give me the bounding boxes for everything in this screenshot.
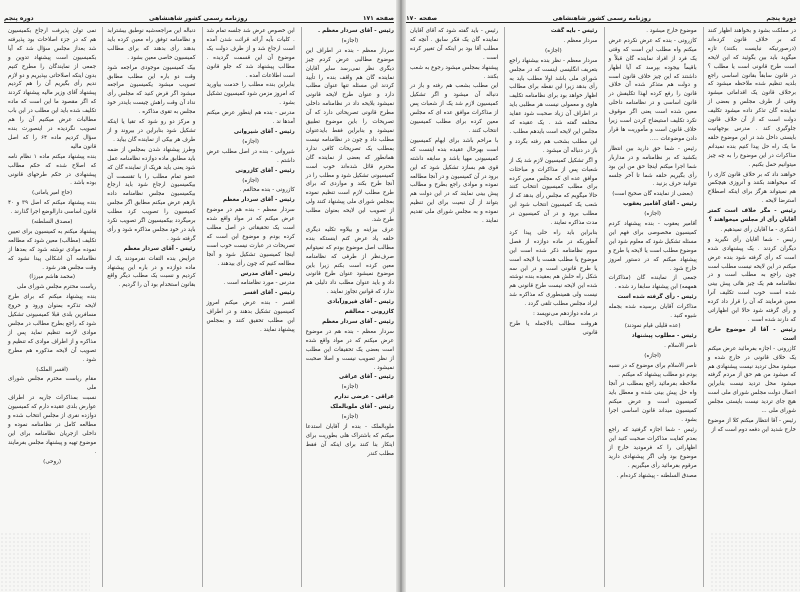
paragraph: سردار معظم - بنده هم در موضوع عرض میکنم که در مواد واقع شده است بعضی یک تحقیقات این مطلب از نظر تصویب نیست و اصلا صحبت نمیشود .: [305, 328, 394, 371]
speaker-line: رئیس - آقای عراقی: [338, 374, 394, 381]
centered-note: (روحی): [43, 458, 62, 465]
paragraph: بنابراین بنده مطلب را خدمت بیاورید که امروز مزمن شود کمیسیون تشکیل بشود .: [206, 82, 295, 107]
right-page-number: صفحه ۱۷۰: [406, 15, 438, 22]
scan-noise: [0, 532, 90, 592]
paragraph: بنده پیشنهاد میکنم که برای طرح لایحه تذکره بمنوان ورود و خروج مسافرین بلدی قبلا کمیسیونی تشکیل شود که راجع بطرح مطالب در مجلس موادی لازمه تنظیم نماید پس از مذاکره و از اطراف موادی که تنظیم و تصویب آن لایحه مذکوره هم مطرح شود .: [8, 294, 97, 363]
left-session-label: دوره پنجم: [4, 15, 34, 22]
speaker-line: رئیس - بایه گفت: [550, 28, 598, 34]
paragraph: ناصر الاسلام .: [664, 342, 697, 349]
paragraph: این مطلب بشحب هم رفته بگردد و باز در دنباله آن میشود .: [509, 138, 598, 154]
paragraph: کازرونی - بنده مخالفم .: [239, 187, 295, 194]
right-page: [400, 0, 800, 592]
centered-note: (مصدق السلطنه): [31, 219, 73, 226]
speaker-line: رئیس - آقای سردار معظم: [222, 197, 295, 204]
paragraph: بنده پیشنهاد میکنم که اصل ۳۹ و ۴۰ قانون اساسی دارالوضع اجرا گذارند .: [8, 200, 97, 216]
right-column-3: [504, 27, 597, 587]
speaker-line: رئیس - آقا از موضوع خارج است: [707, 326, 796, 342]
speaker-line: رئیس - آقای آقامیر یعقوب: [623, 201, 697, 208]
left-column-2: [202, 27, 295, 587]
paragraph: بیک کمیسیون موجودی مراجعه شود وقت دو باره این مطلب مطابق تصویب میشود یکمیسیون مراجعه میشود اگر فرض کنید که مجلس رأی نداد آن وقت راهش چیست بایددر خود مجلس به تقوی مذاکره .: [107, 64, 196, 116]
left-page-number: صفحه ۱۷۱: [362, 15, 394, 22]
paragraph: در ماده دوازدهم می‌نویسد :: [532, 311, 598, 318]
left-column-4: [4, 27, 96, 587]
speaker-line: کازرونی - مخالفم: [344, 309, 394, 316]
centered-note: (محمد هاشم میرزا): [29, 274, 76, 281]
right-columns: [406, 27, 796, 587]
speaker-line: رئیس - آقای فیروزآبادی: [327, 299, 394, 306]
paragraph: نسبت بمذاکرات جاریه در اطراف عوارض بلدی عقیده دارم که کمیسیون دوازده نفری از مجلس انتخاب شده و مطالعه کامل در نظامنامه نموده و داخلی ازجریان نظامنامه برای این موضوع تهیه و پیشنهاد مجلس بفرمایند .: [8, 395, 97, 455]
paragraph: افسر - بنده عرض میکنم امروز کمیسیون تشکیل بدهند و در اطراف این مطلب تحقیق کنند و بمجلس پیشنهاد نمایند .: [206, 300, 295, 333]
paragraph: کازرونی - اجازه بفرمائید عرض میکنم یک خلاف قانونی در خارج شده و میشود محل تردید نیست پیشنهادی هم که میشود من هم حق از مردم گرفته میشود محل تردید نیست بنابراین اعمال دولت مجلس شورای ملی است هیچ جای تردید نیست بایستی مجلس شورای ملی ...: [707, 345, 796, 415]
paragraph: نمی توان پذیرفت ارجاع بکمیسیون هم که در جزء اصلاحات بود پذیرفته شد بعداز مجلس سؤال شد که آیا بکمیسیون است پیشنهاد تدوین و جمعی از نمایندگان را مطرح کنیم بدون اینکه اصلاحاتی بپذیریم و دو لازم ندیم رأی بگیریم آن را هم کردیم پیشنهاد آقای وزیر مالیه پیشنهاد کردند که اگر مقصود ما این است که ماده تکلیف شده باید این مطلب در این باب مطالبات عرض میکنیم آن را هم تصویب نگردیده در اینصورت بنده سؤال کردیم ماده ۶۴ را که اصل قانون مالیه: [8, 28, 97, 150]
paragraph: وطرز پیشنهاد شدن بمجلس از ضمه باید مطابق ماده دوازده نظامنامه عمل شود یعنی باید هریک از نماینده گان که عضو تمام مطلب را با تقسمت آن بیکمیسیون ارجاع شود باید ارجاع بیکمیسیون مجلس نظامنامه داده بازهم عرض میکنم مطابق اگر مجلس کمیسیون را تصویب کرد مطلب برمیگردد بیکمیسیون اگر تصویب نکرد باید در خود مجلس مذاکره شود و رأی گرفته شود .: [107, 146, 196, 242]
right-publication-title: روزنامه رسمی کشور شاهنشاهی: [552, 15, 651, 22]
paragraph: ملاحظه بفرمائید راجع بمطلب در آنجا واه حل پیش بینی شده و معطل باید کمیسیون است و عرض میکنم کمیسیون میداند قانون اساسی اجرا بشود .: [608, 381, 697, 424]
speaker-line: رئیس - آقای سردار معظم: [123, 245, 196, 252]
paragraph: سردار معظم - نظر بنده بیشنهاد راجع بتعریف انگلیسی اینست که در مجلس شورای ملی باشد اولا مطلب باید به رأی بدهد زیرا این نقطه برای مطالب اظهار خواهد بود برای نظامنامه تکلیف هاوی و معمولی نیست هر مطلبی باید در اطراف آن زیاد صحبت شود عقاید مختلفه گفته شد . یک عقیده که مجلس این لایحه است بایدهم مطلب .: [509, 57, 598, 135]
paragraph: مذاکرات آقایان برسیده شده بجمله شیوه کنید .: [608, 304, 697, 320]
paragraph: این مطلب بشعب هم رفته و باز در دنباله آن میشود و اگر تشکیل کمیسیون لازم شد یک از شعبات پس از مذاکرات موافق عده ای که مجلس معین کرده برای مطلب کمیسیون انتخاب کنند .: [410, 83, 499, 134]
speaker-line: رئیس - مگر خلاف است کمتر آقایان رأی از مجلس میخواهند ؟: [707, 208, 796, 224]
centered-note: (اجازه): [341, 384, 359, 391]
paragraph: ریاست محترم مجلس شورای ملی: [16, 284, 97, 291]
paragraph: بنابراین باید راه حلی پیدا کرد آنطوریکه در ماده دوازده از فصل سوم نظامنامه ذکر شده است این موضوع یا مطلب هست یا لایحه است یا طرح قانونی است و در این سه شکل راه حلش هم بعقیده بنده نوشته شده این لایحه نیست طرح قانونی هم نیست ولی همینطوری که مذاکره شد ایراد مجلس مطلب تلقی گردد .: [509, 229, 598, 308]
centered-note: (اجازه): [341, 37, 359, 44]
paragraph: سردار معظم .: [563, 37, 598, 44]
paragraph: آقامیر یعقوب - بنده پیشنهاد کردم کمیسیون مخصوصی برای فهم این مسئله تشکیل شود که معلوم شود این موضوع مطلب است یا لایحه یا طرح و پیشنهاد میکنم که در دستور امروز خارج شود .: [608, 221, 697, 272]
paragraph: موضوع خارج میشود .: [646, 28, 697, 34]
right-column-4: [406, 27, 498, 587]
paragraph: هروقت مطالب بالاجمله یا طرح قانونی: [509, 321, 598, 336]
paragraph: اشکری - ما آقایان رأی نمیدهیم .: [720, 226, 796, 233]
speaker-line: رئیس - آقای شیروانی: [233, 128, 295, 135]
right-column-1: [703, 27, 796, 587]
paragraph: مدرس - بنده هم اینطور عرض میکنم آمدها ند .: [206, 110, 295, 126]
paragraph: عرف بیزاینه و بیلاوه تکلیه دیگری حلقه یاد عرض کنم اینستکه بنده مطالب اصل موضوع بودم که نمیتوانم صرف‌نظر از طرفی که نظامنامه معین کرده است بکنم زیرا باین موضوع نمیشود عنوان طرح قانونی داد و باید عنوان مطلب داد دلیلی هم ندارد که قوانین تجاوز نمایند .: [305, 226, 394, 296]
paragraph: پیشنهاد بمجلس میشود رجوع به شعب بکنند .: [410, 64, 499, 80]
centered-note: (افسر الملک): [36, 366, 69, 373]
speaker-line: رئیس - رأی گرفته شده است: [617, 294, 697, 301]
paragraph: خواهند داد که بر خلاف قانون کاری را که میخواهند بکنند و آنروزی هیچکس هم نمیتواند هرگز برای اینکه اصطلاح استرضا لایحه .: [707, 171, 796, 205]
paragraph: مصدق السلطنه - پیشنهاد کرده‌ام .: [616, 472, 697, 479]
right-column-2: [604, 27, 697, 587]
left-columns: [4, 27, 394, 587]
paragraph: ملوبالملک - بنده از آقایان استدعا میکنم که باشتراک هلی بطوریت برای اینکار بنا کنند برای اینکه آن فقط مطلب کندر: [305, 423, 394, 457]
speaker-line: عراقی - عرضی ندارم: [334, 394, 394, 401]
speaker-line: رئیس - آقای ملوبالملک: [330, 404, 394, 411]
paragraph: رئیس - باید گفته شود که آقای آقایان نماینده گان یک فکر سابق . آنچه که مطلب آقا بود بر اینکه آن تغییر کرده است .: [410, 28, 499, 61]
centered-note: (اجازه): [242, 177, 259, 184]
paragraph: و اگر تشکیل کمیسیون لازم شد یک از شعبات پس از مذاکرات و مباحثات موافق عده ای که مجلس معین کرده برای مطلب کمیسیون انتخاب کنند حالا میگویم که مجلس رأی بدهد که از شعب یک کمیسیون انتخاب شود این مطلب برود و در آن کمیسیون در مدت مذاکره نمایند .: [509, 157, 598, 227]
speaker-line: رئیس - آقای کازرونی: [235, 167, 295, 174]
speaker-line: رئیس - آقای مدرس: [240, 270, 295, 277]
left-column-1: [301, 27, 394, 587]
centered-note: (اجازه): [242, 138, 259, 145]
paragraph: عرایض بنده التفات نفرمودند یک از ماده دوازده و در باره این پیشنهاد کردیم و نسبت یک مطلب دیگر واقع بقانون استخدام بود آن را گردیم .: [107, 255, 196, 289]
paragraph: رئیس - شما آقایان رأی نگیرید و دیگران کردند . یک پیشنهادی شده است که رأی گرفته شود بنده عرض میکنم در این لایحه نیست مطلب است چون راجع به مطلب است و در نظامنامه هم یک چیز هائی پیش بینی شده است خوب است تکلیف آنرا معین فرمایند که آن را قرار داد کرده و رأی گرفته شود حالا این اظهاراتی که دارند شده است .: [707, 236, 796, 323]
speaker-line: رئیس - آقای سردار معظم: [322, 319, 394, 325]
paragraph: کازرونی - بنده که عرض نکردم عرض میکنم واه مطلب این است که وقتی یک فرد از افراد نماینده گان قبلاً و باقیماً بیجوده بپرسد که آیا اظهار داشتند که این چیز خلاف قانون است و دولت هم متذکر شده آن خلاف قانون را رفع کرده لهذا تکلیفش در قانون اساسی و در نظامنامه داخلی معین شده است یعنی اگر موقوف نکرد تکلیف استیضاح کردن است زیرا خلاف قانون است و مأموریت ها قرار دادن موضوعات .....: [608, 37, 697, 142]
book-gutter: [396, 0, 406, 592]
paragraph: مدرس - مورد نظامنامه است .: [223, 280, 295, 287]
left-running-header: [4, 4, 394, 23]
right-running-header: [406, 4, 796, 23]
paragraph: بنده پیشنهاد میکنم ماده ۱ نظام نامه که اصلاح شده که حکم مطالب پیشنهادی در حکم طرحهای قانونی بوده باشد .: [8, 153, 97, 187]
left-column-3: [102, 27, 195, 587]
paragraph: شیروانی - بنده در اصل مطلب عرض داشتم .: [206, 148, 295, 164]
speaker-line: رئیس - آقای افسر: [243, 290, 295, 297]
paragraph: پیشنهاد میکنم به کمیسیون برای تعیین تکلیف (مطالب) معین شود که مطالعه نموده موادی نوشته شود که بعدها از نظامنامه آن اشکالی پیدا نشود که وقت مجلس هدر شود .: [8, 228, 97, 271]
centered-note: (عده قلیلی قیام نمودند): [624, 323, 681, 329]
scan-noise: [710, 532, 800, 592]
paragraph: سردار معظم - بنده هم در موضوع عرض میکنم که در مواد واقع شده است یک تحقیقاتی در اصل مطلب کرده بودم و موضوع این است که تصریحات در عبارت نیست خوب است اینجا کمیسیون تشکیل شود و آنجا مطالعه کنیم که چون رأی بیدهند .: [206, 207, 295, 267]
centered-note: (اجازه): [545, 47, 562, 54]
centered-note: (بعضی از نماینده گان صحیح است): [612, 191, 693, 198]
right-session-label: دوره پنجم: [766, 15, 796, 22]
centered-note: (اجازه): [341, 414, 359, 421]
paragraph: رئیس - شما اجازه گرفتید که راجع بعدم کفایت مذاکرات صحبت کنید این اظهاراتی را که فرمودید خارج از موضوع بود ولی اگر پیشنهادی دارید مرقوم بفرمائید رأی میگیریم .: [608, 426, 697, 469]
paragraph: در مملکت بشود و بخواهند اظهار کنند که بر خلاف قانون کرده‌اند (درصورتیکه نبایست بکنند) تازه میگوید باید بین بگوئید که این لایحه است طرح قانونی است یا مطلب ؟ در قانون سابقاً بقانون اساسی راجع بلدیه تنظیم شده ملاحظه میشود که برخلاف قانون یک اقداماتی میشود وقتی از طرف مجلس و بعضی از نماینده گان تذکر داده میشود تکلیف دولت است که از آن خلاف قانون جلوگیری کند . مدرس بوجهاتیت بایستی داخل شد در این موضوع حلقه ما یک راه حل پیدا کنیم بنده نمیدانم مذاکرات در این موضوع را به چه چیز میتوانیم حمل بکنیم .: [707, 28, 796, 168]
centered-note: (اجازه): [644, 211, 661, 218]
centered-note: (اجازه): [644, 352, 661, 359]
speaker-line: رئیس - مطلوب پیشنهاد: [631, 332, 697, 339]
paragraph: رئیس - آقا انتظار میکنم کلا از موضوع خارج شدید این دفعه دوم است که از: [707, 417, 796, 433]
paragraph: این خصوص عرض شد جلسه تمام شد . کلیات بآیه آرائه قرائت شدن آمده است ارجاع شد و از طرف دولت یک موضوع آن این قسمت گردیده . مطالب پیشنهاد شد که جلو قانون است اطلاعات آمده .: [206, 28, 295, 79]
speaker-line: رئیس - آقای سردار معظم .: [318, 28, 394, 34]
paragraph: جمعی از نماینده گان (مذاکرات همهمه) این پیشنهاد سابقا رد شده .: [608, 275, 697, 291]
paragraph: دنباله این مراجعه‌شیه نوطبق بیشترابد و نظامنامه توفق راه معین کرده باید بدهند رأی بدهند که برای مطالب کمیسیون خاصی معین بشود .: [107, 28, 196, 61]
paragraph: ناصر الاسلام برای موضوع که در نسبه بودم دو مطلب پیشنهاد که میکنم .: [608, 362, 697, 378]
paragraph: و مرکز دو رو شود که تقیا یا اینکه تشکیل شود بنابراین در بیروند و از طرف هر بیکی از نماینده گان بیاید .: [107, 119, 196, 143]
paragraph: مقام ریاست محترم مجلس شورای ملی: [8, 376, 97, 392]
left-publication-title: روزنامه رسمی کشور شاهنشاهی: [149, 15, 248, 22]
paragraph: سردار معظم - بنده در اطراف این موضوع مطالبی عرض کردم چیز دیگری نظر نمی‌رسد سایر آقایان نماینده گان هم واقف بنده را تأیید کردند این مسئله تنها عنوان مطلب دارد و عنوان طرح لایحه قانونی نمیشود بلایحه داد در نظامنامه داخلی مطرح قانونی تصریحاتی دارد که آن تصریحات را باین موضوع تطبیق نمیشود و بنابراین فقط بایدعنوان مطلب داد و چون در نظامنامه نیست بمطلب یک تصریحات کافی ندارد همانطور که بعضی از نماینده گان محترم قائل شده‌اند خوب است کمیسیونی تشکیل شود و مطلب را در آنجا طرح بکند و مواردی که برای طرح مطلب لازم است تنظیم نموده بمجلس شورای ملی پیشنهاد کنند ولی از تصویب این لایحه بعنوان مطلب طرح شد.: [305, 47, 394, 224]
paragraph: با مراحم باشد برای ایهام کمیسیون است بهرحال عقیده بنده اینست که کمیسیونی مهیا باشد و سابقه داشته قوی هم بسازد تشکیل شود که این برود در آن کمیسیون و در آنجا مطالعه نموده و موادی راجع بطرح و مطالب پیش بینی نمایند که در این دولت هم بتواند از آن تبعیت برای این تنظیم نموده و به مجلس شورای ملی تقدیم نمایند .: [410, 137, 499, 225]
centered-note: (حاج امیر یامانی): [32, 190, 73, 197]
paragraph: رئیس - شما حق دارید بین انتظار بکشید که بر نظامنامه و در مداربار شما اجرا میکنم اینجا حق من این بود رأی بگیریم حلقه شما تا آخر جلسه نتوانید حرف بزنید .: [608, 145, 697, 188]
